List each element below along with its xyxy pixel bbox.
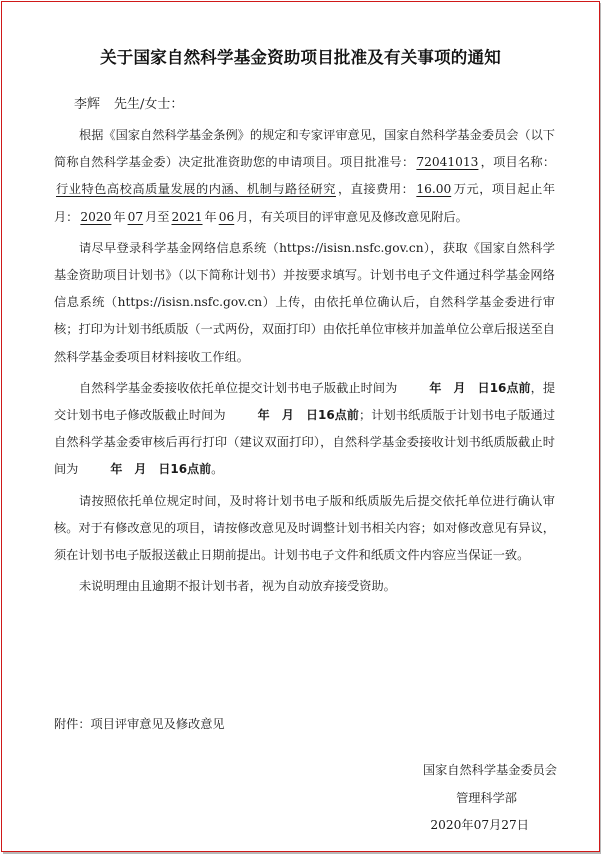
- funding-amount: 16.00: [416, 182, 452, 197]
- period-label: 万元，项目起止年月：: [54, 182, 556, 224]
- deadline-text-4: 。: [211, 462, 224, 477]
- year-char: 年: [204, 209, 217, 224]
- start-year: 2020: [80, 209, 112, 224]
- project-name-label: ，项目名称：: [480, 155, 556, 170]
- paragraph-warning: 未说明理由且逾期不报计划书者，视为自动放弃接受资助。: [79, 579, 396, 594]
- paragraph-instructions: 请尽早登录科学基金网络信息系统（https://isisn.nsfc.gov.cn），获取《国家自然科学基金资助项目计划书》（以下简称计划书）并按要求填写。计划书电子文件通过科学基金网络信息系统（https://isisn.nsfc.gov.cn）上传，由依托单位确认后，自然科学基金委进行审核；打印为计划书纸质版（一式两份，双面打印）由依托单位审核并加盖单位公章后报送至自然科学基金委项目材料接收工作组。: [54, 240, 555, 364]
- notice-document: [1, 1, 600, 852]
- approval-text: 根据《国家自然科学基金条例》的规定和专家评审意见，国家自然科学基金委员会（以下简称自然科学基金委）决定批准资助您的申请项目。项目批准号：: [54, 128, 555, 170]
- deadline-text-1: 自然科学基金委接收依托单位提交计划书电子版截止时间为: [79, 380, 398, 395]
- attachment-note: 附件：项目评审意见及修改意见: [54, 717, 225, 731]
- end-month: 06: [218, 209, 235, 224]
- project-number: 72041013: [416, 155, 479, 170]
- signature-date: 2020年07月27日: [430, 818, 529, 832]
- signature-organization: 国家自然科学基金委员会: [422, 763, 557, 777]
- start-month: 07: [127, 209, 144, 224]
- project-name: 行业特色高校高质量发展的内涵、机制与路径研究: [56, 182, 336, 197]
- salutation: [74, 93, 183, 112]
- approval-tail-text: 月，有关项目的评审意见及修改意见附后。: [236, 209, 468, 224]
- deadline-text-3: ；计划书纸质版于计划书电子版通过自然科学基金委审核后再行打印（建议双面打印），自然科学基金委接收计划书纸质版截止时间为: [54, 408, 556, 477]
- document-title: 关于国家自然科学基金资助项目批准及有关事项的通知: [100, 48, 501, 67]
- end-year: 2021: [171, 209, 203, 224]
- deadline-paper: 年 月 日16点前: [110, 462, 212, 477]
- document-body: [54, 122, 555, 604]
- paragraph-approval: [54, 122, 555, 231]
- funding-label: ，直接费用：: [337, 182, 415, 197]
- paragraph-submission: 请按照依托单位规定时间，及时将计划书电子版和纸质版先后提交依托单位进行确认审核。对于有修改意见的项目，请按修改意见及时调整计划书相关内容；如对修改意见有异议，须在计划书电子版报送截止日期前提出。计划书电子文件和纸质文件内容应当保证一致。: [54, 493, 555, 563]
- deadline-text-2: ，提交计划书电子修改版截止时间为: [54, 380, 556, 423]
- signature-department: 管理科学部: [456, 791, 517, 805]
- year-char: 年: [113, 209, 126, 224]
- month-to-label: 月至: [145, 209, 170, 224]
- deadline-revision: 年 月 日16点前: [257, 408, 359, 423]
- deadline-electronic: 年 月 日16点前: [429, 380, 531, 395]
- recipient-honorific: 先生/女士：: [114, 97, 184, 112]
- paragraph-deadlines: [54, 375, 555, 484]
- recipient-name: 李辉: [74, 97, 101, 112]
